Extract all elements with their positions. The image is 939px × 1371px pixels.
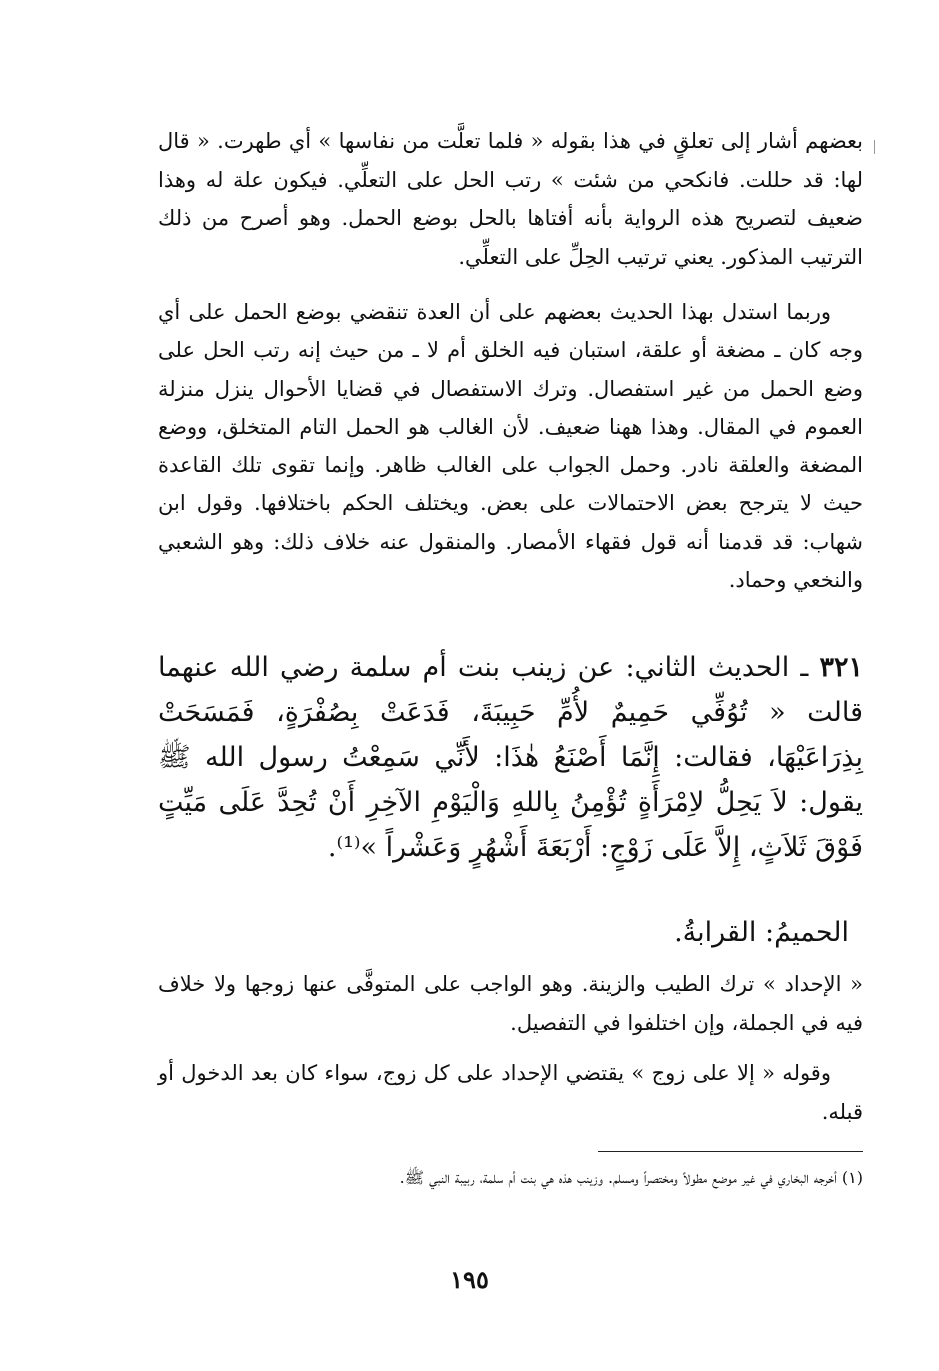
paragraph-2: وربما استدل بهذا الحديث بعضهم على أن العدة تنقضي بوضع الحمل على أي وجه كان ـ مضغة أو علقة، استبان فيه الخلق أم لا ـ من حيث إنه رتب الحل على وضع الحمل من غير استفصال. وترك الاستفصال في قضايا الأحوال ينزل منزلة العموم في المقال. وهذا ههنا ضعيف. لأن الغالب هو الحمل التام المتخلق، ووضع المضغة والعلقة نادر. وحمل الجواب على الغالب ظاهر. وإنما تقوى تلك القاعدة حيث لا يترجح بعض الاحتمالات على بعض. ويختلف الحكم باختلافها. وقول ابن شهاب: قد قدمنا أنه قول فقهاء الأمصار. والمنقول عنه خلاف ذلك: وهو الشعبي والنخعي وحماد. [158,300,863,593]
paragraph-1: بعضهم أشار إلى تعلقٍ في هذا بقوله « فلما تعلَّت من نفاسها » أي طهرت. « قال لها: قد حللت. فانكحي من شئت » رتب الحل على التعلِّي. فيكون علة له وهذا ضعيف لتصريح هذه الرواية بأنه أفتاها بالحل بوضع الحمل. وهو أصرح من ذلك الترتيب المذكور. يعني ترتيب الحِلِّ على التعلِّي. [158,129,863,269]
margin-mark [874,140,875,154]
page-number: ١٩٥ [450,1265,489,1294]
hadith-number: ٣٢١ [819,652,864,683]
hadith-paragraph [158,645,863,870]
hadith-text: ـ الحديث الثاني: عن زينب بنت أم سلمة رضي الله عنهما قالت « تُوُفِّي حَمِيمٌ لأُمِّ حَبِيبَةَ، فَدَعَتْ بِصُفْرَةٍ، فَمَسَحَتْ بِذِرَاعَيْهَا، فقالت: إِنَّمَا أَصْنَعُ هٰذَا: لأَنِّي سَمِعْتُ رسول الله ﷺ يقول: لاَ يَحِلُّ لاِمْرَأَةٍ تُؤْمِنُ بِاللهِ وَالْيَوْمِ الآخِرِ أَنْ تُحِدَّ عَلَى مَيِّتٍ فَوْقَ ثَلاَثٍ، إِلاَّ عَلَى زَوْجٍ: أَرْبَعَةَ أَشْهُرٍ وَعَشْراً »⁽¹⁾. [158,652,863,863]
gloss-line: الحميمُ: القرابةُ. [674,917,849,948]
commentary-paragraph-1: « الإحداد » ترك الطيب والزينة. وهو الواجب على المتوفَّى عنها زوجها ولا خلاف فيه في الجملة، وإن اختلفوا في التفصيل. [158,972,863,1035]
footnote-separator [598,1151,863,1152]
commentary-paragraph-2: وقوله « إلا على زوج » يقتضي الإحداد على كل زوج، سواء كان بعد الدخول أو قبله. [158,1061,863,1124]
footnote: (١) أخرجه البخاري في غير موضع مطولاً ومختصراً ومسلم. وزينب هذه هي بنت أم سلمة، ربيبة النبي ﷺ. [399,1168,863,1187]
